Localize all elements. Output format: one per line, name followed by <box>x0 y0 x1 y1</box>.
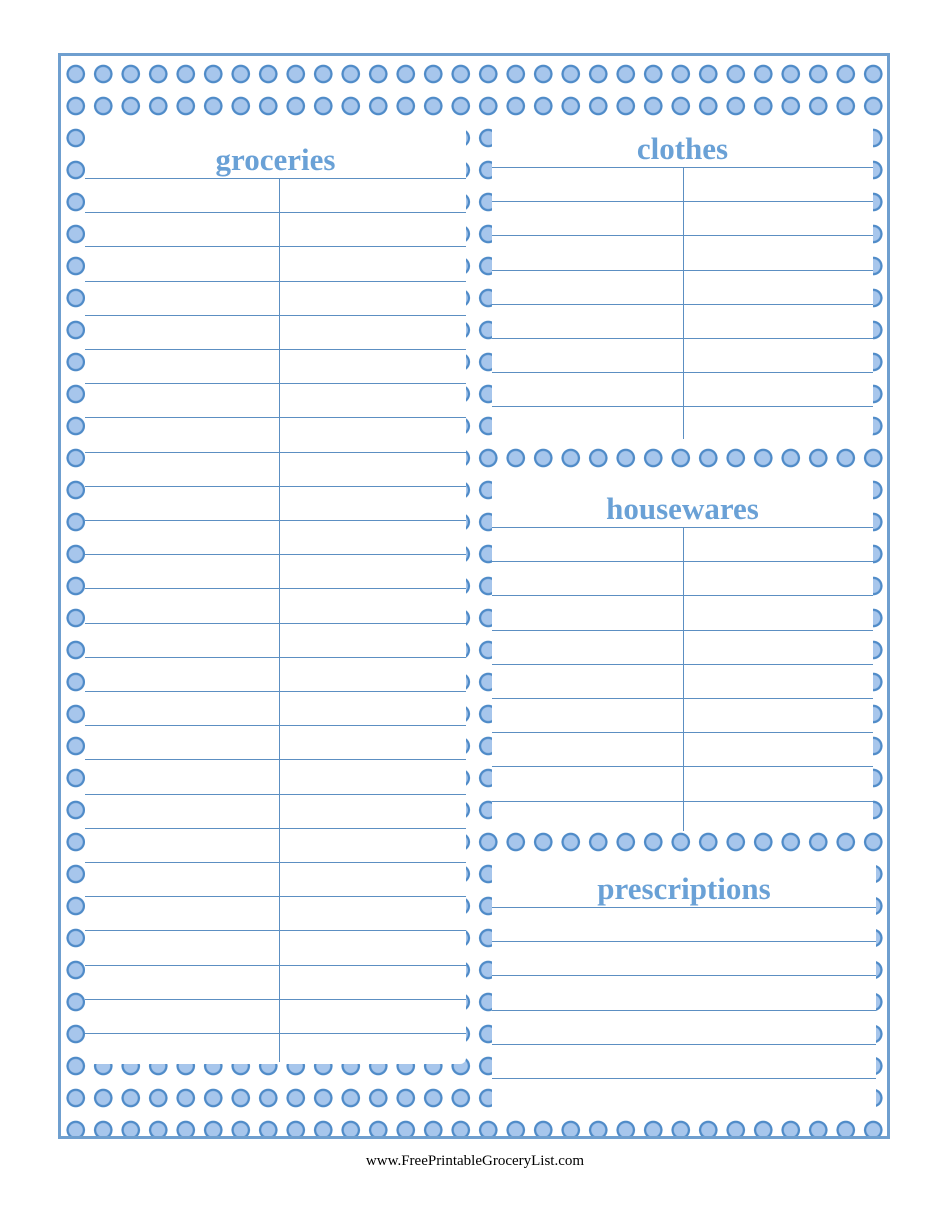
groceries-row-rule <box>85 349 466 350</box>
housewares-panel <box>492 476 873 831</box>
groceries-row-rule <box>85 178 466 179</box>
groceries-row-rule <box>85 417 466 418</box>
groceries-row-rule <box>85 691 466 692</box>
groceries-panel <box>85 122 466 1064</box>
groceries-row-rule <box>85 999 466 1000</box>
prescriptions-row-rule <box>492 975 876 976</box>
groceries-row-rule <box>85 1033 466 1034</box>
groceries-row-rule <box>85 520 466 521</box>
prescriptions-row-rule <box>492 907 876 908</box>
groceries-row-rule <box>85 281 466 282</box>
clothes-title: clothes <box>636 131 729 166</box>
groceries-row-rule <box>85 794 466 795</box>
clothes-list-grid <box>492 167 873 439</box>
groceries-row-rule <box>85 828 466 829</box>
groceries-row-rule <box>85 862 466 863</box>
groceries-column-divider <box>279 178 280 1062</box>
groceries-row-rule <box>85 896 466 897</box>
prescriptions-row-rule <box>492 1078 876 1079</box>
prescriptions-panel <box>492 856 876 1118</box>
groceries-row-rule <box>85 623 466 624</box>
prescriptions-row-rule <box>492 1010 876 1011</box>
groceries-row-rule <box>85 315 466 316</box>
groceries-row-rule <box>85 930 466 931</box>
housewares-column-divider <box>683 527 684 831</box>
housewares-title: housewares <box>606 491 759 526</box>
polka-dot-border-frame <box>58 53 890 1139</box>
groceries-row-rule <box>85 657 466 658</box>
prescriptions-row-rule <box>492 941 876 942</box>
clothes-column-divider <box>683 167 684 439</box>
prescriptions-list-grid <box>492 907 876 1118</box>
groceries-row-rule <box>85 486 466 487</box>
groceries-row-rule <box>85 246 466 247</box>
prescriptions-title: prescriptions <box>597 871 771 906</box>
footer-website-url: www.FreePrintableGroceryList.com <box>365 1153 585 1169</box>
groceries-row-rule <box>85 383 466 384</box>
groceries-row-rule <box>85 452 466 453</box>
groceries-row-rule <box>85 759 466 760</box>
groceries-row-rule <box>85 965 466 966</box>
groceries-row-rule <box>85 588 466 589</box>
groceries-list-grid <box>85 178 466 1062</box>
housewares-list-grid <box>492 527 873 831</box>
groceries-row-rule <box>85 725 466 726</box>
groceries-row-rule <box>85 554 466 555</box>
clothes-panel <box>492 122 873 439</box>
groceries-row-rule <box>85 212 466 213</box>
groceries-title: groceries <box>215 142 336 177</box>
prescriptions-row-rule <box>492 1044 876 1045</box>
